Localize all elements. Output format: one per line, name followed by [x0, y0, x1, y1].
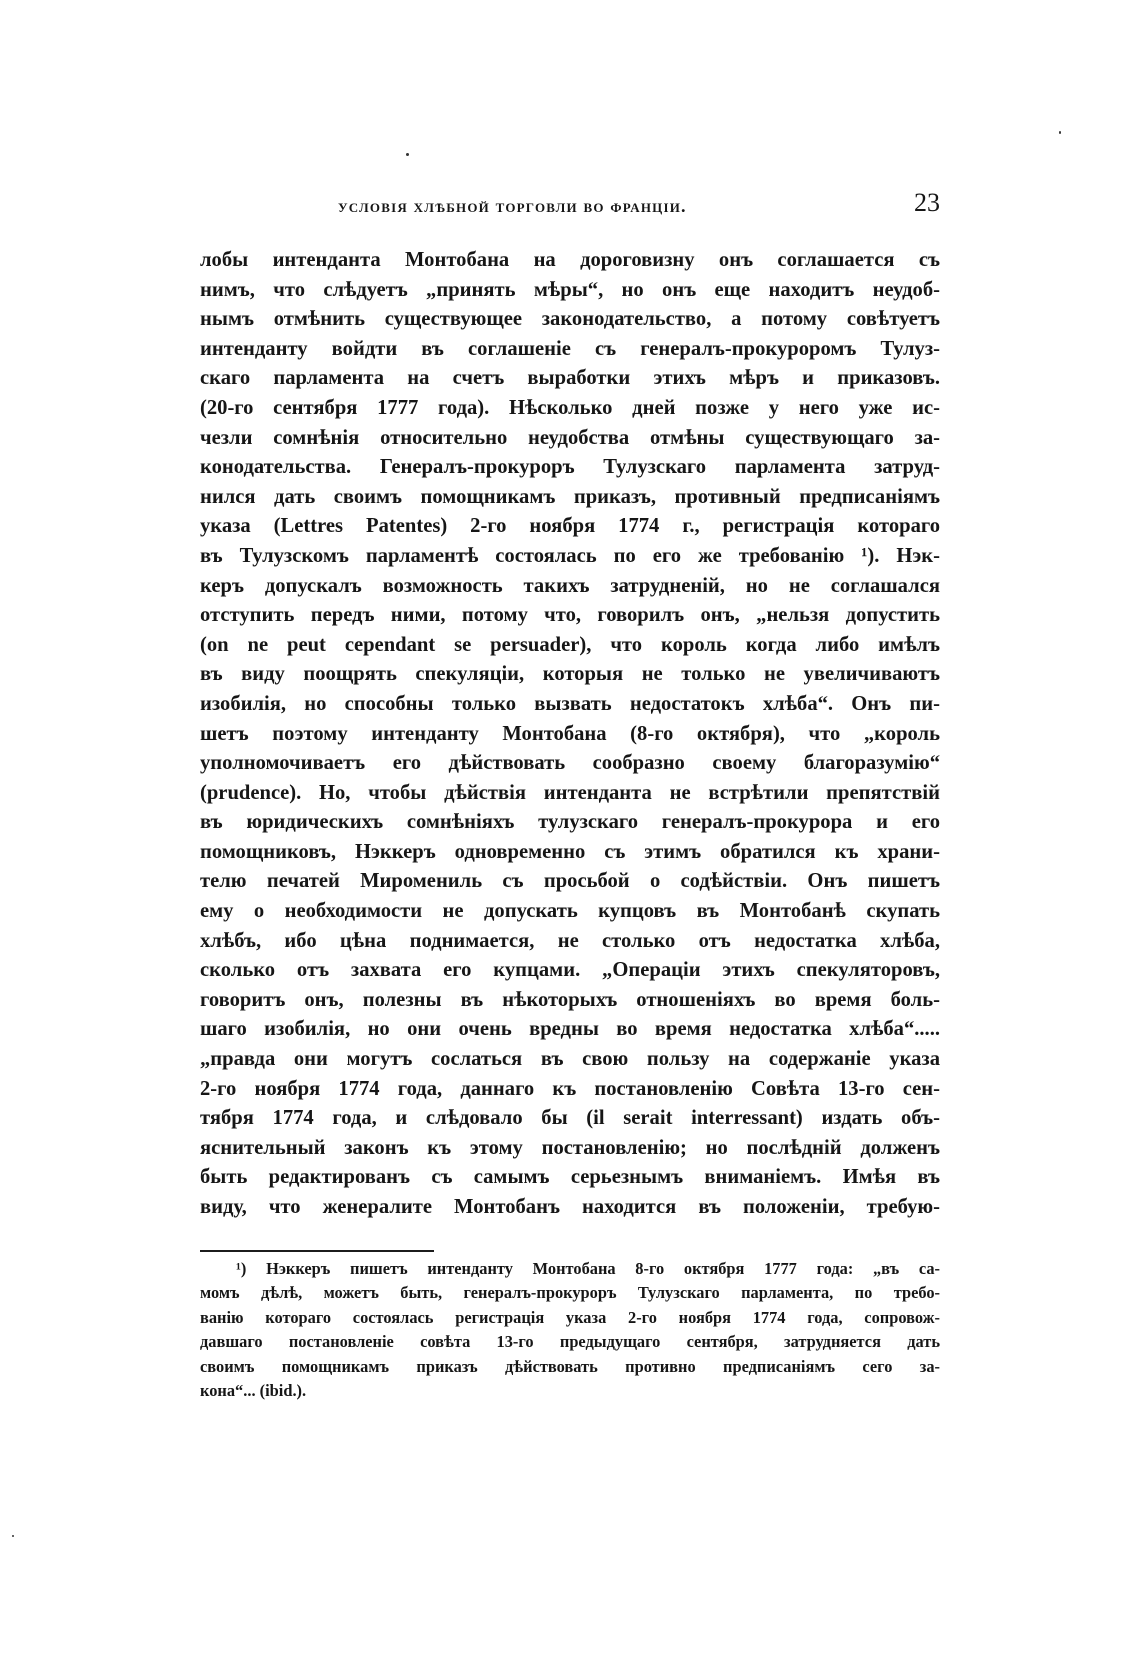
text-line: въ виду поощрять спекуляціи, которыя не только не увеличиваютъ	[200, 663, 940, 686]
text-line: „правда они могутъ сослаться въ свою пользу на содержаніе указа	[200, 1048, 940, 1071]
page-number: 23	[914, 188, 940, 217]
text-line: лобы интенданта Монтобана на дороговизну онъ соглашается съ	[200, 249, 940, 271]
page-header	[200, 188, 940, 228]
text-line: въ Тулузскомъ парламентѣ состоялась по его же требованію ¹). Нэк-	[200, 544, 940, 567]
text-line: нимъ, что слѣдуетъ „принять мѣры“, но онъ еще находитъ неудоб-	[200, 278, 940, 301]
text-line: въ юридическихъ сомнѣніяхъ тулузскаго генералъ-прокурора и его	[200, 811, 940, 834]
text-line: тября 1774 года, и слѣдовало бы (il serait interressant) издать объ-	[200, 1107, 940, 1130]
text-line: шетъ поэтому интенданту Монтобана (8-го октября), что „король	[200, 722, 940, 745]
text-line: уполномочиваетъ его дѣйствовать сообразно своему благоразумію“	[200, 752, 940, 775]
scan-speck	[1059, 131, 1061, 134]
text-line: телю печатей Миромениль съ просьбой о содѣйствіи. Онъ пишетъ	[200, 870, 940, 893]
text-line: чезли сомнѣнія относительно неудобства отмѣны существующаго за-	[200, 426, 940, 449]
text-line: указа (Lettres Patentes) 2-го ноября 1774 г., регистрація котораго	[200, 515, 940, 538]
text-line: ему о необходимости не допускать купцовъ въ Монтобанѣ скупать	[200, 900, 940, 923]
text-line: интенданту войдти въ соглашеніе съ генералъ-прокуроромъ Тулуз-	[200, 337, 940, 360]
text-line: хлѣбъ, ибо цѣна поднимается, не столько отъ недостатка хлѣба,	[200, 929, 940, 952]
body-text	[200, 246, 940, 1223]
text-line: (prudence). Но, чтобы дѣйствія интенданта не встрѣтили препятствій	[200, 781, 940, 804]
text-line: (20-го сентября 1777 года). Нѣсколько дней позже у него уже ис-	[200, 396, 940, 419]
text-line: нымъ отмѣнить существующее законодательство, а потому совѣтуетъ	[200, 308, 940, 331]
text-line: нился дать своимъ помощникамъ приказъ, противный предписаніямъ	[200, 485, 940, 508]
text-line: шаго изобилія, но они очень вредны во время недостатка хлѣба“.....	[200, 1018, 940, 1041]
footnote-line: ванію котораго состоялась регистрація указа 2-го ноября 1774 года, сопровож-	[200, 1307, 940, 1327]
text-line: быть редактированъ съ самымъ серьезнымъ вниманіемъ. Имѣя въ	[200, 1166, 940, 1189]
text-line: 2-го ноября 1774 года, даннаго къ постановленію Совѣта 13-го сен-	[200, 1077, 940, 1100]
scan-speck	[406, 153, 409, 156]
text-line: керъ допускалъ возможность такихъ затрудненій, но не соглашался	[200, 574, 940, 597]
scan-speck	[12, 1535, 14, 1537]
text-line: яснительный законъ къ этому постановленію; но послѣдній долженъ	[200, 1136, 940, 1159]
text-line: помощниковъ, Нэккеръ одновременно съ этимъ обратился къ храни-	[200, 840, 940, 863]
text-line: сколько отъ захвата его купцами. „Операціи этихъ спекуляторовъ,	[200, 959, 940, 982]
footnote-line: момъ дѣлѣ, можетъ быть, генералъ-прокуроръ Тулузскаго парламента, по требо-	[200, 1283, 940, 1303]
text-line: конодательства. Генералъ-прокуроръ Тулузскаго парламента затруд-	[200, 456, 940, 479]
text-line: скаго парламента на счетъ выработки этихъ мѣръ и приказовъ.	[200, 367, 940, 390]
footnote	[200, 1257, 940, 1403]
text-line: отступить передъ ними, потому что, говорилъ онъ, „нельзя допустить	[200, 604, 940, 627]
text-line: (on ne peut cependant se persuader), что король когда либо имѣлъ	[200, 633, 940, 656]
running-title: условія хлѣбной торговли во франціи.	[338, 196, 687, 216]
footnote-line: кона“... (ibid.).	[200, 1380, 307, 1400]
footnote-divider	[200, 1250, 434, 1252]
text-line: говоритъ онъ, полезны въ нѣкоторыхъ отношеніяхъ во время боль-	[200, 988, 940, 1011]
footnote-line: ¹) Нэккеръ пишетъ интенданту Монтобана 8-го октября 1777 года: „въ са-	[236, 1259, 940, 1278]
footnote-line: давшаго постановленіе совѣта 13-го предыдущаго сентября, затрудняется дать	[200, 1332, 940, 1352]
text-line: изобилія, но способны только вызвать недостатокъ хлѣба“. Онъ пи-	[200, 692, 940, 715]
text-line: виду, что женералите Монтобанъ находится въ положеніи, требую-	[200, 1196, 940, 1218]
footnote-line: своимъ помощникамъ приказъ дѣйствовать противно предписаніямъ сего за-	[200, 1356, 940, 1376]
